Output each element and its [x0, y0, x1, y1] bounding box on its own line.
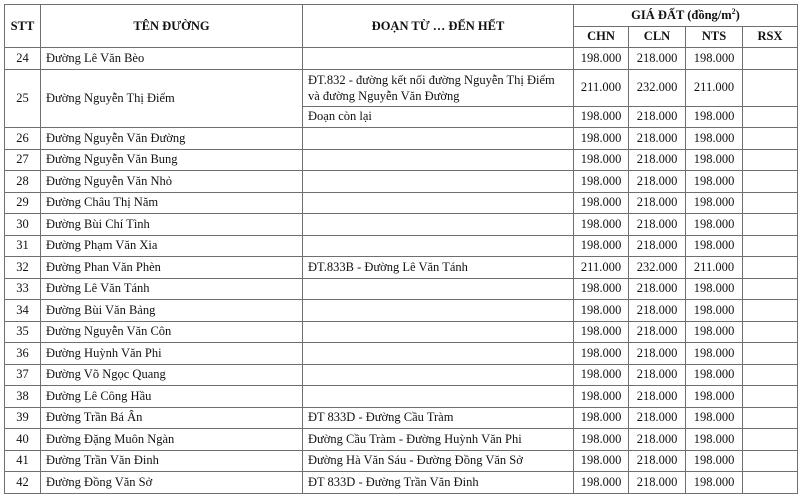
cell-street-name: Đường Châu Thị Năm — [41, 192, 303, 214]
table-row — [5, 321, 798, 343]
header-price-group — [574, 5, 798, 27]
cell-street-name: Đường Phạm Văn Xia — [41, 235, 303, 257]
cell-stt: 27 — [5, 149, 41, 171]
cell-price-cln: 218.000 — [629, 48, 686, 70]
header-chn: CHN — [574, 26, 629, 48]
cell-stt: 29 — [5, 192, 41, 214]
header-price-group-sup: 2 — [731, 6, 736, 16]
cell-price-chn: 198.000 — [574, 128, 629, 150]
table-row — [5, 235, 798, 257]
cell-price-cln: 218.000 — [629, 192, 686, 214]
cell-street-name: Đường Trần Bá Ân — [41, 407, 303, 429]
cell-section — [303, 149, 574, 171]
land-price-table — [4, 4, 798, 494]
cell-price-nts: 198.000 — [686, 472, 743, 494]
cell-stt: 30 — [5, 214, 41, 236]
table-row — [5, 429, 798, 451]
cell-street-name: Đường Bùi Chí Tình — [41, 214, 303, 236]
table-row — [5, 300, 798, 322]
cell-section: ĐT 833D - Đường Cầu Tràm — [303, 407, 574, 429]
cell-price-cln: 218.000 — [629, 386, 686, 408]
cell-price-nts: 198.000 — [686, 450, 743, 472]
cell-price-cln: 218.000 — [629, 407, 686, 429]
cell-price-cln: 218.000 — [629, 429, 686, 451]
cell-section: Đường Cầu Tràm - Đường Huỳnh Văn Phi — [303, 429, 574, 451]
cell-price-rsx — [743, 429, 798, 451]
cell-price-nts: 211.000 — [686, 69, 743, 106]
cell-price-nts: 211.000 — [686, 257, 743, 279]
cell-price-nts: 198.000 — [686, 386, 743, 408]
cell-street-name: Đường Võ Ngọc Quang — [41, 364, 303, 386]
cell-stt: 37 — [5, 364, 41, 386]
cell-section — [303, 128, 574, 150]
table-row — [5, 364, 798, 386]
cell-price-chn: 198.000 — [574, 300, 629, 322]
cell-price-nts: 198.000 — [686, 300, 743, 322]
cell-stt: 24 — [5, 48, 41, 70]
cell-price-rsx — [743, 106, 798, 128]
cell-street-name: Đường Nguyễn Văn Côn — [41, 321, 303, 343]
cell-stt: 36 — [5, 343, 41, 365]
header-rsx: RSX — [743, 26, 798, 48]
cell-stt: 31 — [5, 235, 41, 257]
cell-price-chn: 198.000 — [574, 235, 629, 257]
cell-stt: 40 — [5, 429, 41, 451]
cell-price-chn: 198.000 — [574, 149, 629, 171]
cell-price-nts: 198.000 — [686, 343, 743, 365]
cell-section — [303, 364, 574, 386]
table-row — [5, 450, 798, 472]
cell-price-nts: 198.000 — [686, 149, 743, 171]
cell-price-cln: 218.000 — [629, 343, 686, 365]
cell-street-name: Đường Lê Công Hầu — [41, 386, 303, 408]
cell-section — [303, 386, 574, 408]
cell-price-rsx — [743, 321, 798, 343]
cell-price-rsx — [743, 128, 798, 150]
cell-price-rsx — [743, 149, 798, 171]
cell-stt: 41 — [5, 450, 41, 472]
cell-stt: 39 — [5, 407, 41, 429]
cell-stt: 32 — [5, 257, 41, 279]
table-row — [5, 149, 798, 171]
table-row — [5, 407, 798, 429]
cell-section — [303, 321, 574, 343]
cell-street-name: Đường Nguyễn Văn Đường — [41, 128, 303, 150]
header-stt: STT — [5, 5, 41, 48]
cell-section — [303, 214, 574, 236]
cell-section — [303, 48, 574, 70]
cell-price-chn: 198.000 — [574, 171, 629, 193]
cell-street-name: Đường Trần Văn Đinh — [41, 450, 303, 472]
cell-price-chn: 198.000 — [574, 429, 629, 451]
cell-price-cln: 218.000 — [629, 278, 686, 300]
cell-price-chn: 198.000 — [574, 321, 629, 343]
cell-price-nts: 198.000 — [686, 128, 743, 150]
cell-price-chn: 198.000 — [574, 278, 629, 300]
cell-section — [303, 278, 574, 300]
header-nts: NTS — [686, 26, 743, 48]
header-cln: CLN — [629, 26, 686, 48]
cell-street-name: Đường Đồng Văn Sở — [41, 472, 303, 494]
cell-price-chn: 211.000 — [574, 69, 629, 106]
cell-price-rsx — [743, 472, 798, 494]
cell-street-name: Đường Đặng Muôn Ngàn — [41, 429, 303, 451]
cell-price-nts: 198.000 — [686, 192, 743, 214]
cell-price-cln: 218.000 — [629, 171, 686, 193]
cell-street-name: Đường Lê Văn Bèo — [41, 48, 303, 70]
cell-price-nts: 198.000 — [686, 171, 743, 193]
table-body — [5, 48, 798, 494]
cell-price-chn: 198.000 — [574, 407, 629, 429]
cell-section: ĐT 833D - Đường Trần Văn Đinh — [303, 472, 574, 494]
cell-price-chn: 198.000 — [574, 450, 629, 472]
cell-price-cln: 232.000 — [629, 257, 686, 279]
header-price-group-label: GIÁ ĐẤT (đồng/m — [631, 7, 732, 22]
cell-price-nts: 198.000 — [686, 214, 743, 236]
cell-price-rsx — [743, 450, 798, 472]
cell-price-chn: 211.000 — [574, 257, 629, 279]
table-row — [5, 257, 798, 279]
cell-stt: 28 — [5, 171, 41, 193]
cell-price-chn: 198.000 — [574, 364, 629, 386]
cell-price-rsx — [743, 48, 798, 70]
cell-section: ĐT.832 - đường kết nối đường Nguyễn Thị Điểm và đường Nguyễn Văn Đường — [303, 69, 574, 106]
document-page — [4, 4, 798, 494]
cell-price-cln: 232.000 — [629, 69, 686, 106]
cell-price-rsx — [743, 192, 798, 214]
cell-price-chn: 198.000 — [574, 343, 629, 365]
cell-price-rsx — [743, 278, 798, 300]
cell-price-nts: 198.000 — [686, 321, 743, 343]
cell-price-rsx — [743, 214, 798, 236]
cell-stt: 34 — [5, 300, 41, 322]
table-row — [5, 472, 798, 494]
table-row — [5, 278, 798, 300]
cell-section — [303, 192, 574, 214]
cell-section — [303, 235, 574, 257]
cell-price-chn: 198.000 — [574, 106, 629, 128]
cell-price-cln: 218.000 — [629, 472, 686, 494]
cell-section: Đường Hà Văn Sáu - Đường Đồng Văn Sở — [303, 450, 574, 472]
cell-street-name: Đường Nguyễn Thị Điểm — [41, 69, 303, 128]
table-row — [5, 214, 798, 236]
cell-price-nts: 198.000 — [686, 48, 743, 70]
table-row — [5, 171, 798, 193]
header-section: ĐOẠN TỪ … ĐẾN HẾT — [303, 5, 574, 48]
cell-street-name: Đường Lê Văn Tánh — [41, 278, 303, 300]
cell-price-chn: 198.000 — [574, 214, 629, 236]
cell-street-name: Đường Nguyễn Văn Bung — [41, 149, 303, 171]
cell-price-rsx — [743, 257, 798, 279]
cell-price-rsx — [743, 300, 798, 322]
cell-section: Đoạn còn lại — [303, 106, 574, 128]
cell-price-chn: 198.000 — [574, 386, 629, 408]
cell-stt: 33 — [5, 278, 41, 300]
cell-price-nts: 198.000 — [686, 278, 743, 300]
cell-section — [303, 171, 574, 193]
cell-price-rsx — [743, 386, 798, 408]
cell-stt: 42 — [5, 472, 41, 494]
table-row — [5, 128, 798, 150]
cell-price-cln: 218.000 — [629, 106, 686, 128]
cell-price-cln: 218.000 — [629, 214, 686, 236]
cell-price-cln: 218.000 — [629, 235, 686, 257]
cell-price-chn: 198.000 — [574, 192, 629, 214]
cell-street-name: Đường Phan Văn Phèn — [41, 257, 303, 279]
table-row — [5, 48, 798, 70]
cell-price-rsx — [743, 171, 798, 193]
cell-price-rsx — [743, 407, 798, 429]
cell-price-cln: 218.000 — [629, 149, 686, 171]
cell-price-cln: 218.000 — [629, 128, 686, 150]
cell-price-rsx — [743, 364, 798, 386]
table-row — [5, 343, 798, 365]
table-row — [5, 192, 798, 214]
cell-section — [303, 300, 574, 322]
cell-stt: 25 — [5, 69, 41, 128]
cell-price-nts: 198.000 — [686, 235, 743, 257]
cell-price-nts: 198.000 — [686, 364, 743, 386]
cell-section — [303, 343, 574, 365]
cell-stt: 26 — [5, 128, 41, 150]
cell-price-nts: 198.000 — [686, 407, 743, 429]
cell-street-name: Đường Bùi Văn Bảng — [41, 300, 303, 322]
cell-price-cln: 218.000 — [629, 321, 686, 343]
table-header — [5, 5, 798, 48]
cell-price-cln: 218.000 — [629, 364, 686, 386]
cell-price-cln: 218.000 — [629, 300, 686, 322]
cell-price-chn: 198.000 — [574, 472, 629, 494]
cell-stt: 38 — [5, 386, 41, 408]
cell-price-nts: 198.000 — [686, 429, 743, 451]
cell-price-cln: 218.000 — [629, 450, 686, 472]
table-row — [5, 386, 798, 408]
cell-street-name: Đường Nguyễn Văn Nhỏ — [41, 171, 303, 193]
cell-price-chn: 198.000 — [574, 48, 629, 70]
header-price-group-close: ) — [735, 7, 740, 22]
header-street-name: TÊN ĐƯỜNG — [41, 5, 303, 48]
cell-price-rsx — [743, 69, 798, 106]
cell-stt: 35 — [5, 321, 41, 343]
table-row — [5, 69, 798, 106]
cell-street-name: Đường Huỳnh Văn Phi — [41, 343, 303, 365]
cell-price-rsx — [743, 235, 798, 257]
cell-price-rsx — [743, 343, 798, 365]
cell-price-nts: 198.000 — [686, 106, 743, 128]
cell-section: ĐT.833B - Đường Lê Văn Tánh — [303, 257, 574, 279]
